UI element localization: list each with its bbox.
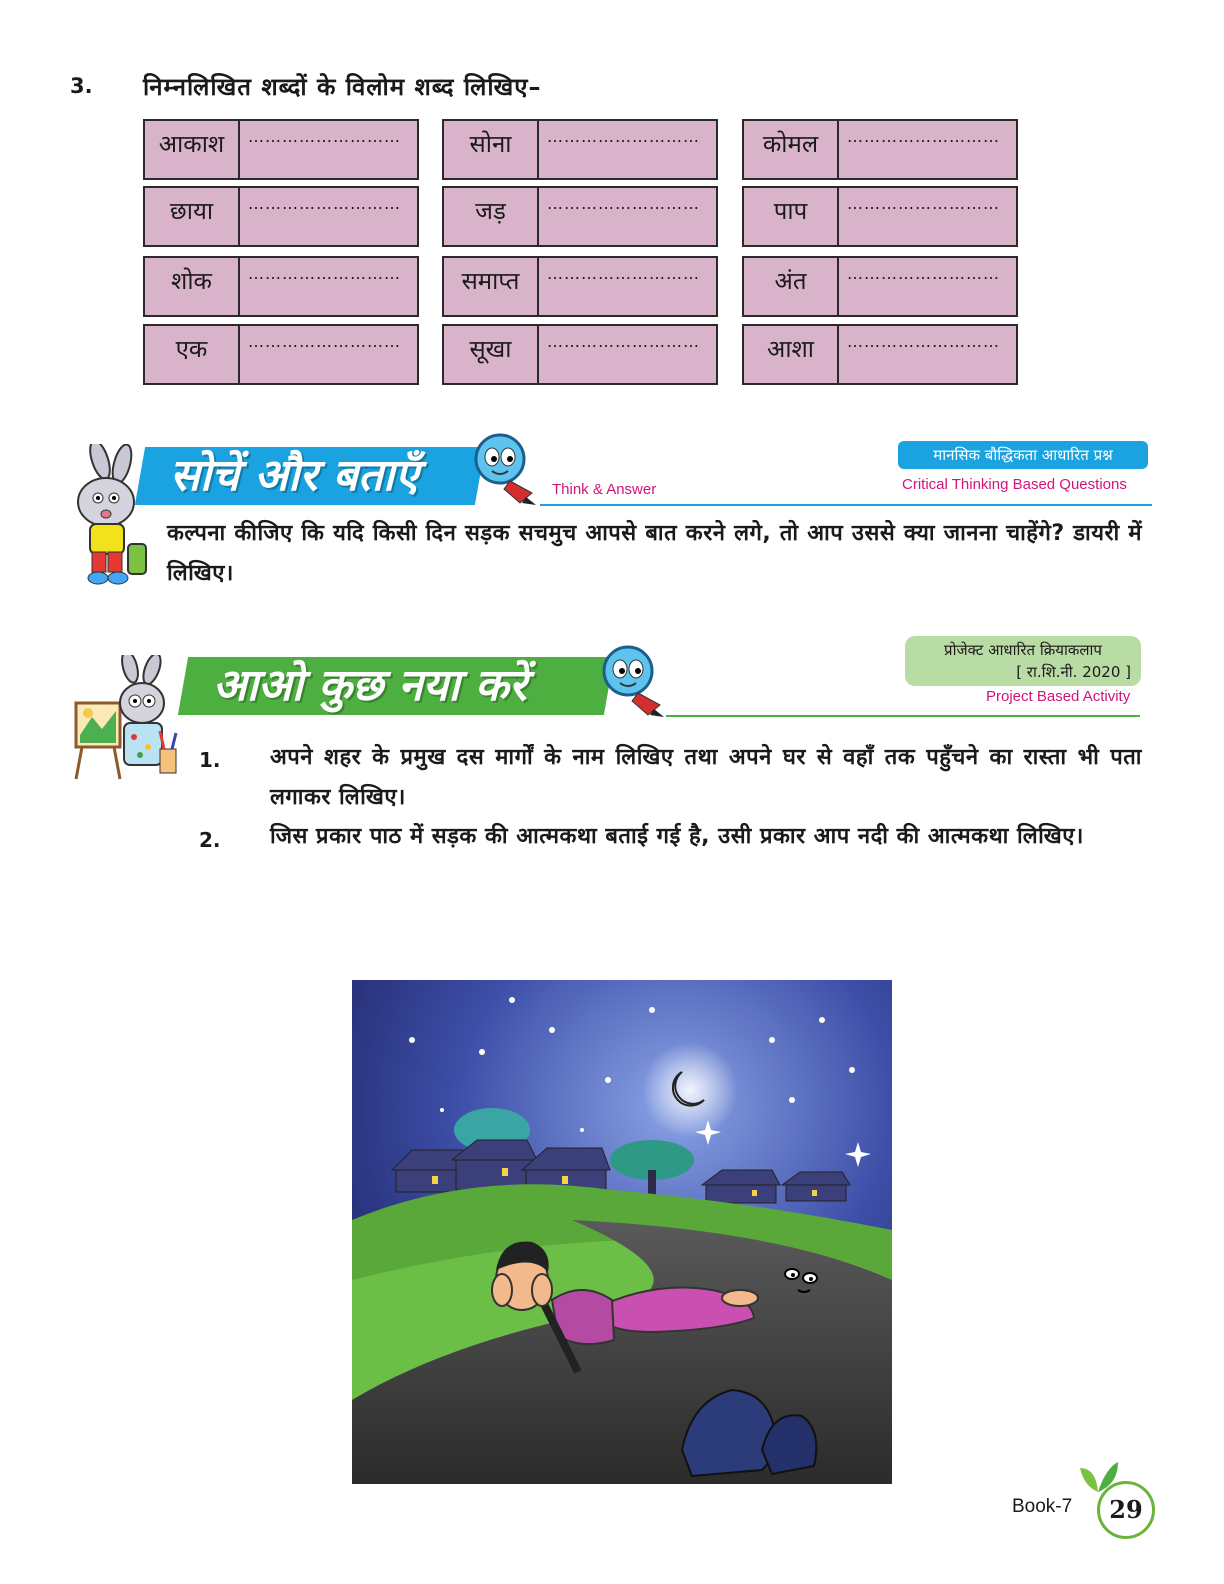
antonym-row: [442, 186, 718, 247]
moon-glow: [642, 1042, 738, 1138]
antonym-word: सोना: [444, 121, 539, 178]
pencil-mascot-icon: [598, 643, 668, 719]
antonym-row: [442, 119, 718, 180]
antonym-answer-blank[interactable]: ………………………: [847, 127, 1000, 146]
antonym-word: पाप: [744, 188, 839, 245]
project-item-text: अपने शहर के प्रमुख दस मार्गों के नाम लिखिए तथा अपने घर से वहाँ तक पहुँचने का रास्ता भी पता लगाकर लिखिए।: [270, 745, 1142, 810]
pencil-mascot-icon: [470, 431, 540, 507]
antonym-row: [442, 324, 718, 385]
antonym-row: [742, 256, 1018, 317]
critical-thinking-label-en: Critical Thinking Based Questions: [902, 476, 1127, 493]
antonym-row: [742, 186, 1018, 247]
project-tag-title: प्रोजेक्ट आधारित क्रियाकलाप: [944, 641, 1102, 659]
antonym-row: [143, 324, 419, 385]
antonym-answer-blank[interactable]: ………………………: [248, 194, 401, 213]
project-item-number: 2.: [199, 828, 221, 852]
think-answer-banner: [135, 447, 485, 505]
question-number: 3.: [70, 74, 93, 98]
project-tag: [905, 636, 1141, 686]
antonym-answer-blank[interactable]: ………………………: [547, 194, 700, 213]
project-banner: [178, 657, 614, 715]
antonym-row: [742, 119, 1018, 180]
antonym-word: आशा: [744, 326, 839, 383]
critical-thinking-tag: मानसिक बौद्धिकता आधारित प्रश्न: [898, 441, 1148, 469]
rabbit-painter-icon: [72, 655, 184, 785]
antonym-word: एक: [145, 326, 240, 383]
think-answer-label-en: Think & Answer: [552, 481, 657, 498]
antonym-word: कोमल: [744, 121, 839, 178]
antonym-word: समाप्त: [444, 258, 539, 315]
antonym-answer-blank[interactable]: ………………………: [847, 264, 1000, 283]
antonym-row: [143, 119, 419, 180]
night-road-illustration: [352, 980, 892, 1484]
page-number: 29: [1097, 1481, 1155, 1539]
think-rule-line: [540, 504, 1152, 506]
project-tag-reference: [ रा.शि.नी. 2020 ]: [1016, 663, 1131, 681]
antonym-word: छाया: [145, 188, 240, 245]
project-item-text: जिस प्रकार पाठ में सड़क की आत्मकथा बताई गई है, उसी प्रकार आप नदी की आत्मकथा लिखिए।: [270, 824, 1084, 849]
project-label-en: Project Based Activity: [986, 688, 1131, 705]
antonym-word: शोक: [145, 258, 240, 315]
antonym-row: [442, 256, 718, 317]
antonym-answer-blank[interactable]: ………………………: [847, 194, 1000, 213]
antonym-word: अंत: [744, 258, 839, 315]
antonym-answer-blank[interactable]: ………………………: [547, 264, 700, 283]
question-instruction: निम्नलिखित शब्दों के विलोम शब्द लिखिए–: [143, 73, 542, 101]
antonym-word: आकाश: [145, 121, 240, 178]
antonym-row: [742, 324, 1018, 385]
think-answer-title: सोचें और बताएँ: [170, 450, 419, 501]
antonym-answer-blank[interactable]: ………………………: [248, 332, 401, 351]
project-item-number: 1.: [199, 748, 221, 772]
antonym-answer-blank[interactable]: ………………………: [547, 127, 700, 146]
antonym-word: जड़: [444, 188, 539, 245]
book-label: Book-7: [1012, 1496, 1073, 1517]
antonym-answer-blank[interactable]: ………………………: [847, 332, 1000, 351]
antonym-answer-blank[interactable]: ………………………: [248, 264, 401, 283]
project-title: आओ कुछ नया करें: [213, 660, 527, 711]
project-rule-line: [666, 715, 1140, 717]
antonym-answer-blank[interactable]: ………………………: [248, 127, 401, 146]
antonym-row: [143, 186, 419, 247]
antonym-answer-blank[interactable]: ………………………: [547, 332, 700, 351]
antonym-row: [143, 256, 419, 317]
think-question: कल्पना कीजिए कि यदि किसी दिन सड़क सचमुच आपसे बात करने लगे, तो आप उससे क्या जानना चाहेंगे? डायरी में लिखिए।: [167, 521, 1142, 586]
antonym-word: सूखा: [444, 326, 539, 383]
